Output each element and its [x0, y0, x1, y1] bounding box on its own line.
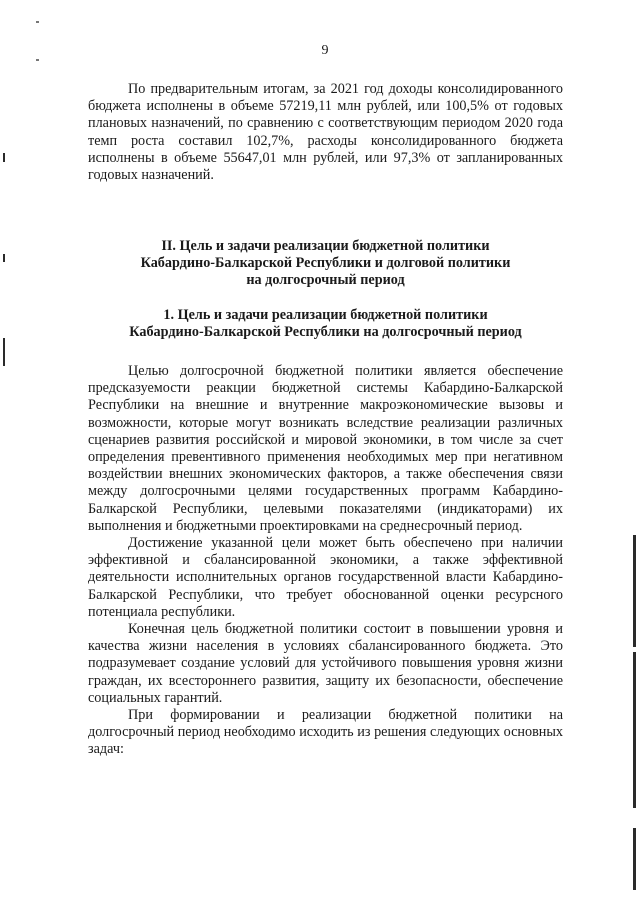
scan-speck-mark — [36, 59, 39, 61]
section-heading — [88, 238, 563, 290]
section-heading-line: Кабардино-Балкарской Республики и долговой политики — [140, 255, 511, 272]
scan-edge-mark — [633, 535, 636, 647]
section-heading-line: на долгосрочный период — [246, 272, 405, 289]
body-paragraph: Целью долгосрочной бюджетной политики является обеспечение предсказуемости реакции бюджетной системы Кабардино-Балкарской Республики на внешние и внутренние макроэкономические вызовы и возможности, которые могут возникать вследствие реализации различных сценариев развития российской и мировой экономики, в том числе за счет определения превентивного применения необходимых мер при негативном воздействии внешних экономических факторов, а также обеспечения связи между долгосрочными целями государственных программ Кабардино-Балкарской Республики, целевыми показателями (индикаторами) их выполнения и бюджетными проектировками на среднесрочный период. — [88, 363, 563, 534]
body-paragraph: Конечная цель бюджетной политики состоит в повышении уровня и качества жизни населения в условиях сбалансированного бюджета. Это подразумевает создание условий для устойчивого повышения уровня жизни граждан, их всестороннего развития, защиту их безопасности, обеспечение социальных гарантий. — [88, 621, 563, 706]
intro-block — [88, 81, 563, 184]
body-paragraph: Достижение указанной цели может быть обеспечено при наличии эффективной и сбалансированной экономики, а также эффективной деятельности исполнительных органов государственной власти Кабардино-Балкарской Республики, что требует обоснованной оценки ресурсного потенциала республики. — [88, 535, 563, 620]
section-heading-line: II. Цель и задачи реализации бюджетной политики — [161, 238, 490, 254]
main-text — [88, 363, 563, 759]
scan-speck-mark — [36, 21, 39, 23]
scan-edge-mark — [3, 254, 5, 262]
scan-edge-mark — [3, 153, 5, 162]
body-paragraph: При формировании и реализации бюджетной политики на долгосрочный период необходимо исходить из решения следующих основных задач: — [88, 707, 563, 758]
subsection-heading-line: 1. Цель и задачи реализации бюджетной политики — [163, 307, 488, 323]
scan-edge-mark — [3, 338, 5, 366]
intro-paragraph: По предварительным итогам, за 2021 год доходы консолидированного бюджета исполнены в объеме 57219,11 млн рублей, или 100,5% от годовых плановых назначений, по сравнению с соответствующим периодом 2020 года темп роста составил 102,7%, расходы консолидированного бюджета исполнены в объеме 55647,01 млн рублей, или 97,3% от запланированных годовых назначений. — [88, 81, 563, 184]
page-number: 9 — [321, 43, 329, 58]
subsection-heading-line: Кабардино-Балкарской Республики на долгосрочный период — [129, 324, 522, 341]
scan-edge-mark — [633, 652, 636, 808]
scan-edge-mark — [633, 828, 636, 890]
subsection-heading — [88, 307, 563, 341]
